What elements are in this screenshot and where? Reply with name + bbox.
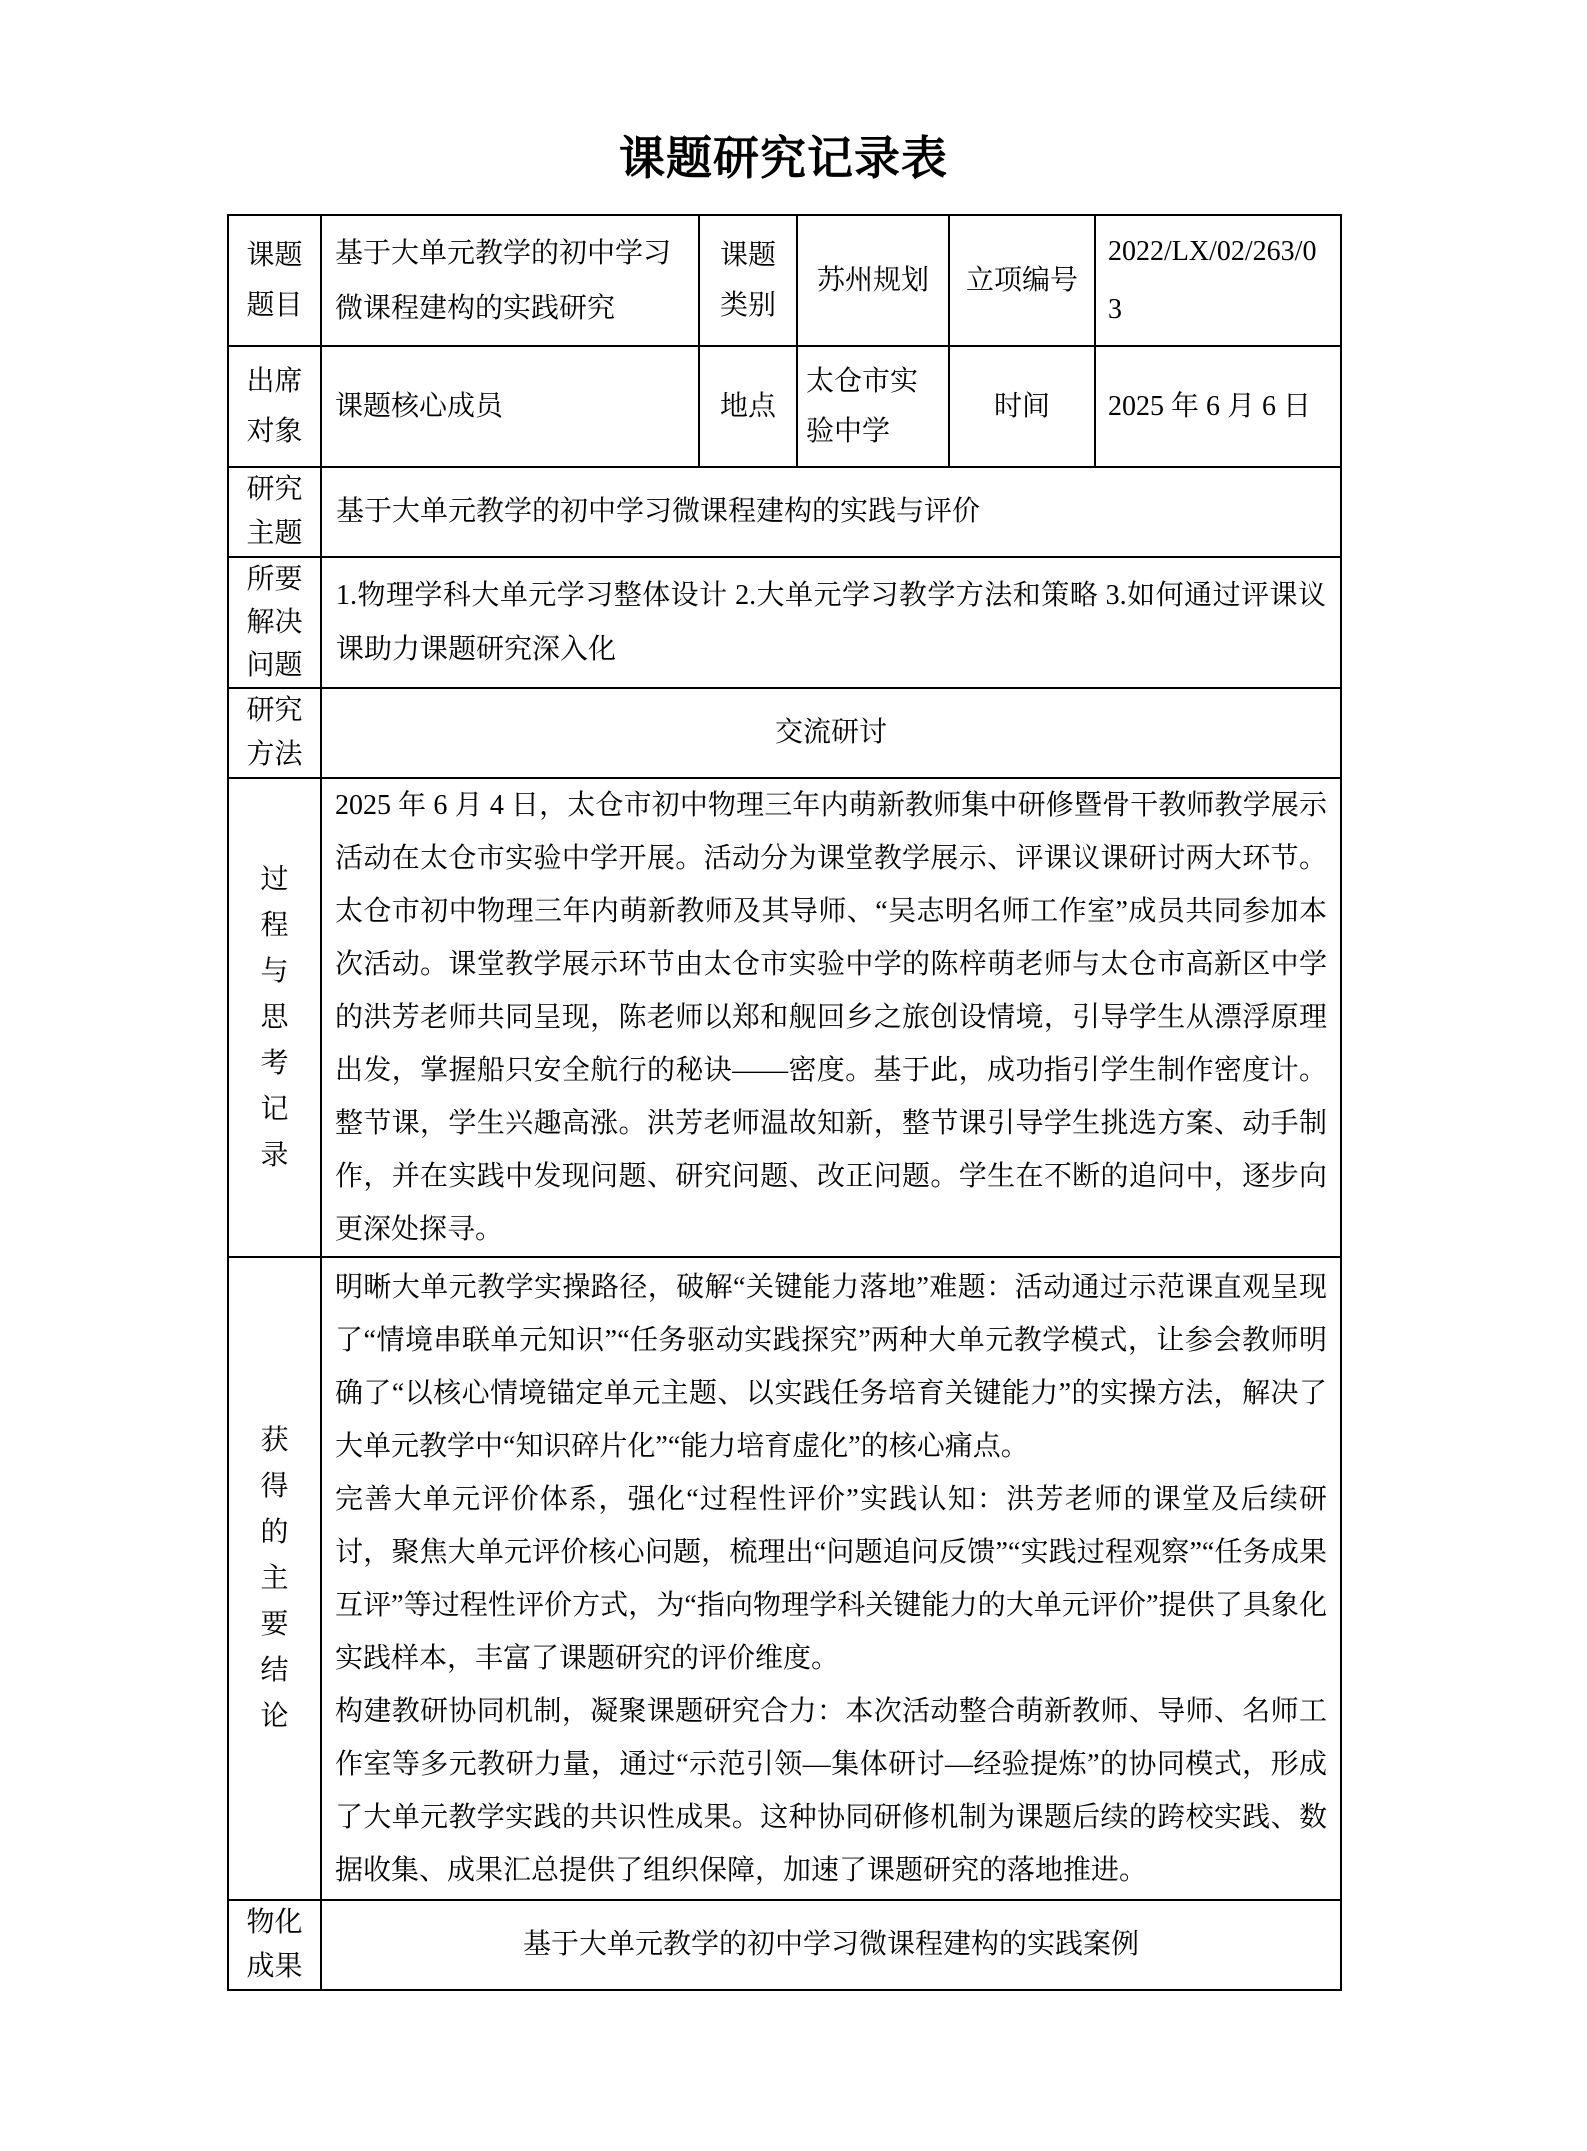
time-value-cell [1095,346,1341,467]
conclusions-value-cell [321,1257,1341,1900]
research-topic-label-cell [228,467,321,557]
place-value-cell [797,346,949,467]
project-number-label: 立项编号 [965,264,1078,296]
table-row [228,778,1341,1257]
project-title-value: 基于大单元教学的初中学习微课程建构的实践研究 [335,237,672,324]
table-row [228,1257,1341,1900]
outcomes-value-cell [321,1900,1341,1990]
table-row [228,215,1341,346]
outcomes-label-cell [228,1900,321,1990]
category-value-cell [797,215,949,346]
process-notes-text [322,779,1340,1256]
category-label-cell [699,215,797,346]
table-row [228,467,1341,557]
conclusions-paragraph-1: 明晰大单元教学实操路径，破解“关键能力落地”难题：活动通过示范课直观呈现了“情境串联单元知识”“任务驱动实践探究”两种大单元教学模式，让参会教师明确了“以核心情境锚定单元主题、以实践任务培育关键能力”的实操方法，解决了大单元教学中“知识碎片化”“能力培育虚化”的核心痛点。 [335,1271,1327,1462]
attendees-label-cell [228,346,321,467]
research-topic-value-cell [321,467,1341,557]
method-label-cell [228,688,321,778]
document-title: 课题研究记录表 [619,133,948,184]
table-row [228,557,1341,688]
category-value: 苏州规划 [816,264,929,296]
table-row [228,346,1341,467]
conclusions-paragraph-3: 构建教研协同机制，凝聚课题研究合力：本次活动整合萌新教师、导师、名师工作室等多元教研力量，通过“示范引领—集体研讨—经验提炼”的协同模式，形成了大单元教学实践的共识性成果。这种协同研修机制为课题后续的跨校实践、数据收集、成果汇总提供了组织保障，加速了课题研究的落地推进。 [335,1695,1327,1886]
process-notes-paragraph: 2025 年 6 月 4 日，太仓市初中物理三年内萌新教师集中研修暨骨干教师教学展示活动在太仓市实验中学开展。活动分为课堂教学展示、评课议课研讨两大环节。太仓市初中物理三年内萌新教师及其导师、“吴志明名师工作室”成员共同参加本次活动。课堂教学展示环节由太仓市实验中学的陈梓萌老师与太仓市高新区中学的洪芳老师共同呈现，陈老师以郑和舰回乡之旅创设情境，引导学生从漂浮原理出发，掌握船只安全航行的秘诀——密度。基于此，成功指引学生制作密度计。整节课，学生兴趣高涨。洪芳老师温故知新，整节课引导学生挑选方案、动手制作，并在实践中发现问题、研究问题、改正问题。学生在不断的追问中，逐步向更深处探寻。 [335,790,1327,1245]
table-row [228,688,1341,778]
table-row [228,1900,1341,1990]
outcomes-label: 物化成果 [246,1907,303,1982]
place-value: 太仓市实验中学 [806,365,919,447]
problems-label-cell [228,557,321,688]
project-title-value-cell [321,215,699,346]
project-title-label-cell [228,215,321,346]
project-number-value-cell [1095,215,1341,346]
conclusions-label-cell [228,1257,321,1900]
time-label: 时间 [993,390,1050,422]
research-topic-label: 研究主题 [246,474,303,549]
attendees-value: 课题核心成员 [335,391,504,422]
conclusions-text [322,1261,1340,1897]
method-label: 研究方法 [246,695,303,770]
process-notes-value-cell [321,778,1341,1257]
place-label-cell [699,346,797,467]
method-value: 交流研讨 [774,717,887,748]
project-number-label-cell [949,215,1095,346]
project-number-value: 2022/LX/02/263/03 [1108,235,1317,325]
process-notes-label-cell [228,778,321,1257]
outcomes-value: 基于大单元教学的初中学习微课程建构的实践案例 [522,1929,1139,1960]
attendees-label: 出席对象 [246,365,303,447]
category-label: 课题类别 [719,239,776,321]
process-notes-label: 过程与思考记录 [260,863,289,1171]
research-topic-value: 基于大单元教学的初中学习微课程建构的实践与评价 [336,496,981,527]
conclusions-paragraph-2: 完善大单元评价体系，强化“过程性评价”实践认知：洪芳老师的课堂及后续研讨，聚焦大单元评价核心问题，梳理出“问题追问反馈”“实践过程观察”“任务成果互评”等过程性评价方式，为“指向物理学科关键能力的大单元评价”提供了具象化实践样本，丰富了课题研究的评价维度。 [335,1483,1327,1674]
method-value-cell [321,688,1341,778]
place-label: 地点 [719,390,776,422]
conclusions-label: 获得的主要结论 [260,1424,289,1732]
problems-value: 1.物理学科大单元学习整体设计 2.大单元学习教学方法和策略 3.如何通过评课议课助力课题研究深入化 [336,579,1326,665]
attendees-value-cell [321,346,699,467]
time-value: 2025 年 6 月 6 日 [1108,390,1312,422]
problems-value-cell [321,557,1341,688]
problems-label: 所要解决问题 [246,564,303,681]
record-table [227,214,1342,1991]
project-title-label: 课题题目 [246,239,303,321]
time-label-cell [949,346,1095,467]
